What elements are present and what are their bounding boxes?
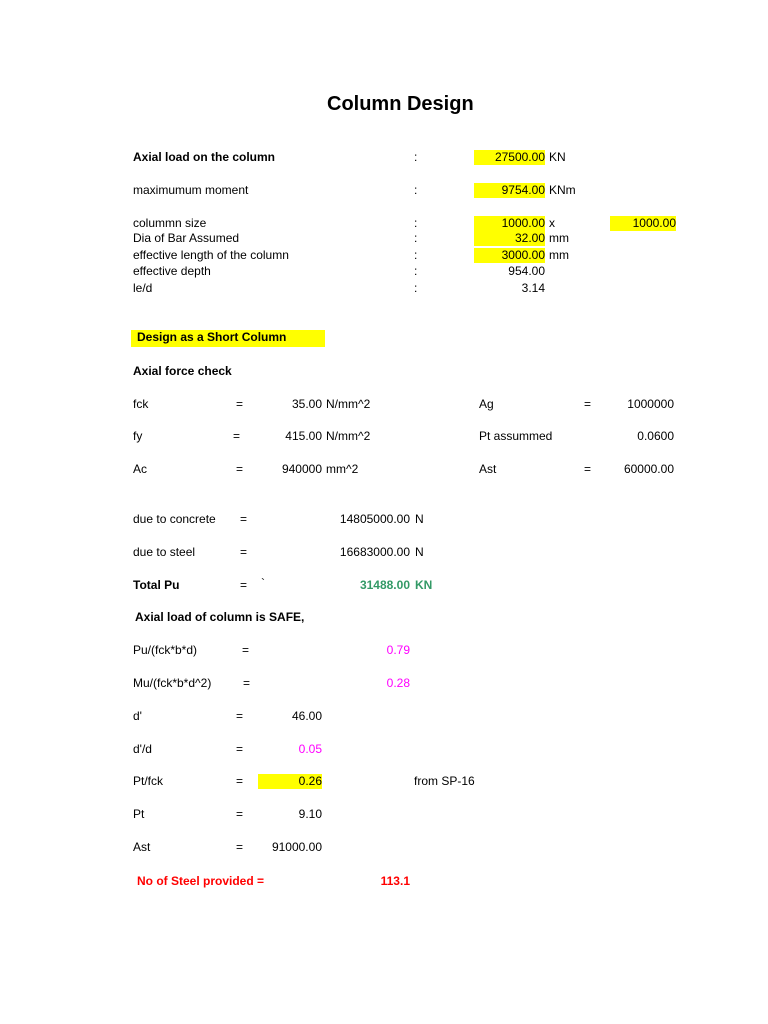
le-d-label: le/d — [133, 281, 153, 295]
pt-value: 9.10 — [298, 807, 322, 821]
ast-required-value: 91000.00 — [271, 840, 322, 854]
equals-sign: = — [240, 512, 248, 526]
equals-sign: = — [236, 397, 244, 411]
colon: : — [414, 231, 418, 245]
d-prime-label: d' — [133, 709, 142, 723]
equals-sign: = — [236, 840, 244, 854]
bar-dia-value: 32.00 — [474, 231, 545, 246]
equals-sign: = — [243, 676, 251, 690]
fck-label: fck — [133, 397, 149, 411]
column-size-sep: x — [549, 216, 555, 230]
concrete-force-unit: N — [415, 512, 424, 526]
equals-sign: = — [240, 578, 248, 592]
colon: : — [414, 216, 418, 230]
pt-assumed-label: Pt assummed — [479, 429, 553, 443]
equals-sign: = — [236, 774, 244, 788]
ast-required-label: Ast — [133, 840, 151, 854]
ag-value: 1000000 — [627, 397, 674, 411]
colon: : — [414, 264, 418, 278]
eff-length-value: 3000.00 — [474, 248, 545, 263]
eff-depth-value: 954.00 — [508, 264, 545, 278]
concrete-force-value: 14805000.00 — [339, 512, 410, 526]
moment-unit: KNm — [549, 183, 576, 197]
mu-ratio-value: 0.28 — [386, 676, 410, 690]
steel-force-label: due to steel — [133, 545, 196, 559]
equals-sign: = — [236, 742, 244, 756]
colon: : — [414, 183, 418, 197]
axial-load-value: 27500.00 — [474, 150, 545, 165]
pu-ratio-label: Pu/(fck*b*d) — [133, 643, 198, 657]
d-prime-d-label: d'/d — [133, 742, 152, 756]
axial-load-unit: KN — [549, 150, 566, 164]
pu-ratio-value: 0.79 — [386, 643, 410, 657]
ast-value: 60000.00 — [623, 462, 674, 476]
equals-sign: = — [242, 643, 250, 657]
page-title: Column Design — [327, 93, 474, 115]
equals-sign: = — [236, 462, 244, 476]
equals-sign: = — [233, 429, 241, 443]
total-pu-unit: KN — [415, 578, 433, 592]
pt-assumed-value: 0.0600 — [637, 429, 674, 443]
concrete-force-label: due to concrete — [133, 512, 216, 526]
d-prime-value: 46.00 — [291, 709, 322, 723]
steel-force-unit: N — [415, 545, 424, 559]
safe-message: Axial load of column is SAFE, — [135, 610, 305, 624]
column-size-b: 1000.00 — [474, 216, 545, 231]
axial-check-heading: Axial force check — [133, 364, 232, 378]
equals-sign: = — [584, 397, 592, 411]
d-prime-d-value: 0.05 — [298, 742, 322, 756]
eff-depth-label: effective depth — [133, 264, 211, 278]
ast-label: Ast — [479, 462, 497, 476]
eff-length-label: effective length of the column — [133, 248, 289, 262]
pt-fck-label: Pt/fck — [133, 774, 164, 788]
ac-label: Ac — [133, 462, 148, 476]
bar-dia-label: Dia of Bar Assumed — [133, 231, 240, 245]
eff-length-unit: mm — [549, 248, 569, 262]
total-pu-label: Total Pu — [133, 578, 180, 592]
column-size-label: colummn size — [133, 216, 207, 230]
steel-force-value: 16683000.00 — [339, 545, 410, 559]
column-size-d: 1000.00 — [610, 216, 676, 231]
equals-sign: = — [240, 545, 248, 559]
mu-ratio-label: Mu/(fck*b*d^2) — [133, 676, 212, 690]
ag-label: Ag — [479, 397, 494, 411]
section-header: Design as a Short Column — [131, 330, 325, 347]
equals-sign: = — [584, 462, 592, 476]
steel-provided-label: No of Steel provided = — [137, 874, 265, 888]
le-d-value: 3.14 — [521, 281, 545, 295]
fck-value: 35.00 — [291, 397, 322, 411]
moment-value: 9754.00 — [474, 183, 545, 198]
tick-mark: ` — [261, 576, 265, 590]
steel-provided-value: 113.1 — [380, 874, 410, 888]
pt-fck-note: from SP-16 — [414, 774, 475, 788]
moment-label: maximumum moment — [133, 183, 249, 197]
total-pu-value: 31488.00 — [359, 578, 410, 592]
axial-load-label: Axial load on the column — [133, 150, 276, 164]
bar-dia-unit: mm — [549, 231, 569, 245]
colon: : — [414, 248, 418, 262]
equals-sign: = — [236, 807, 244, 821]
fy-label: fy — [133, 429, 143, 443]
colon: : — [414, 281, 418, 295]
ac-value: 940000 — [281, 462, 322, 476]
pt-fck-value: 0.26 — [258, 774, 322, 789]
fck-unit: N/mm^2 — [326, 397, 371, 411]
equals-sign: = — [236, 709, 244, 723]
colon: : — [414, 150, 418, 164]
pt-label: Pt — [133, 807, 145, 821]
fy-unit: N/mm^2 — [326, 429, 371, 443]
ac-unit: mm^2 — [326, 462, 359, 476]
fy-value: 415.00 — [285, 429, 322, 443]
